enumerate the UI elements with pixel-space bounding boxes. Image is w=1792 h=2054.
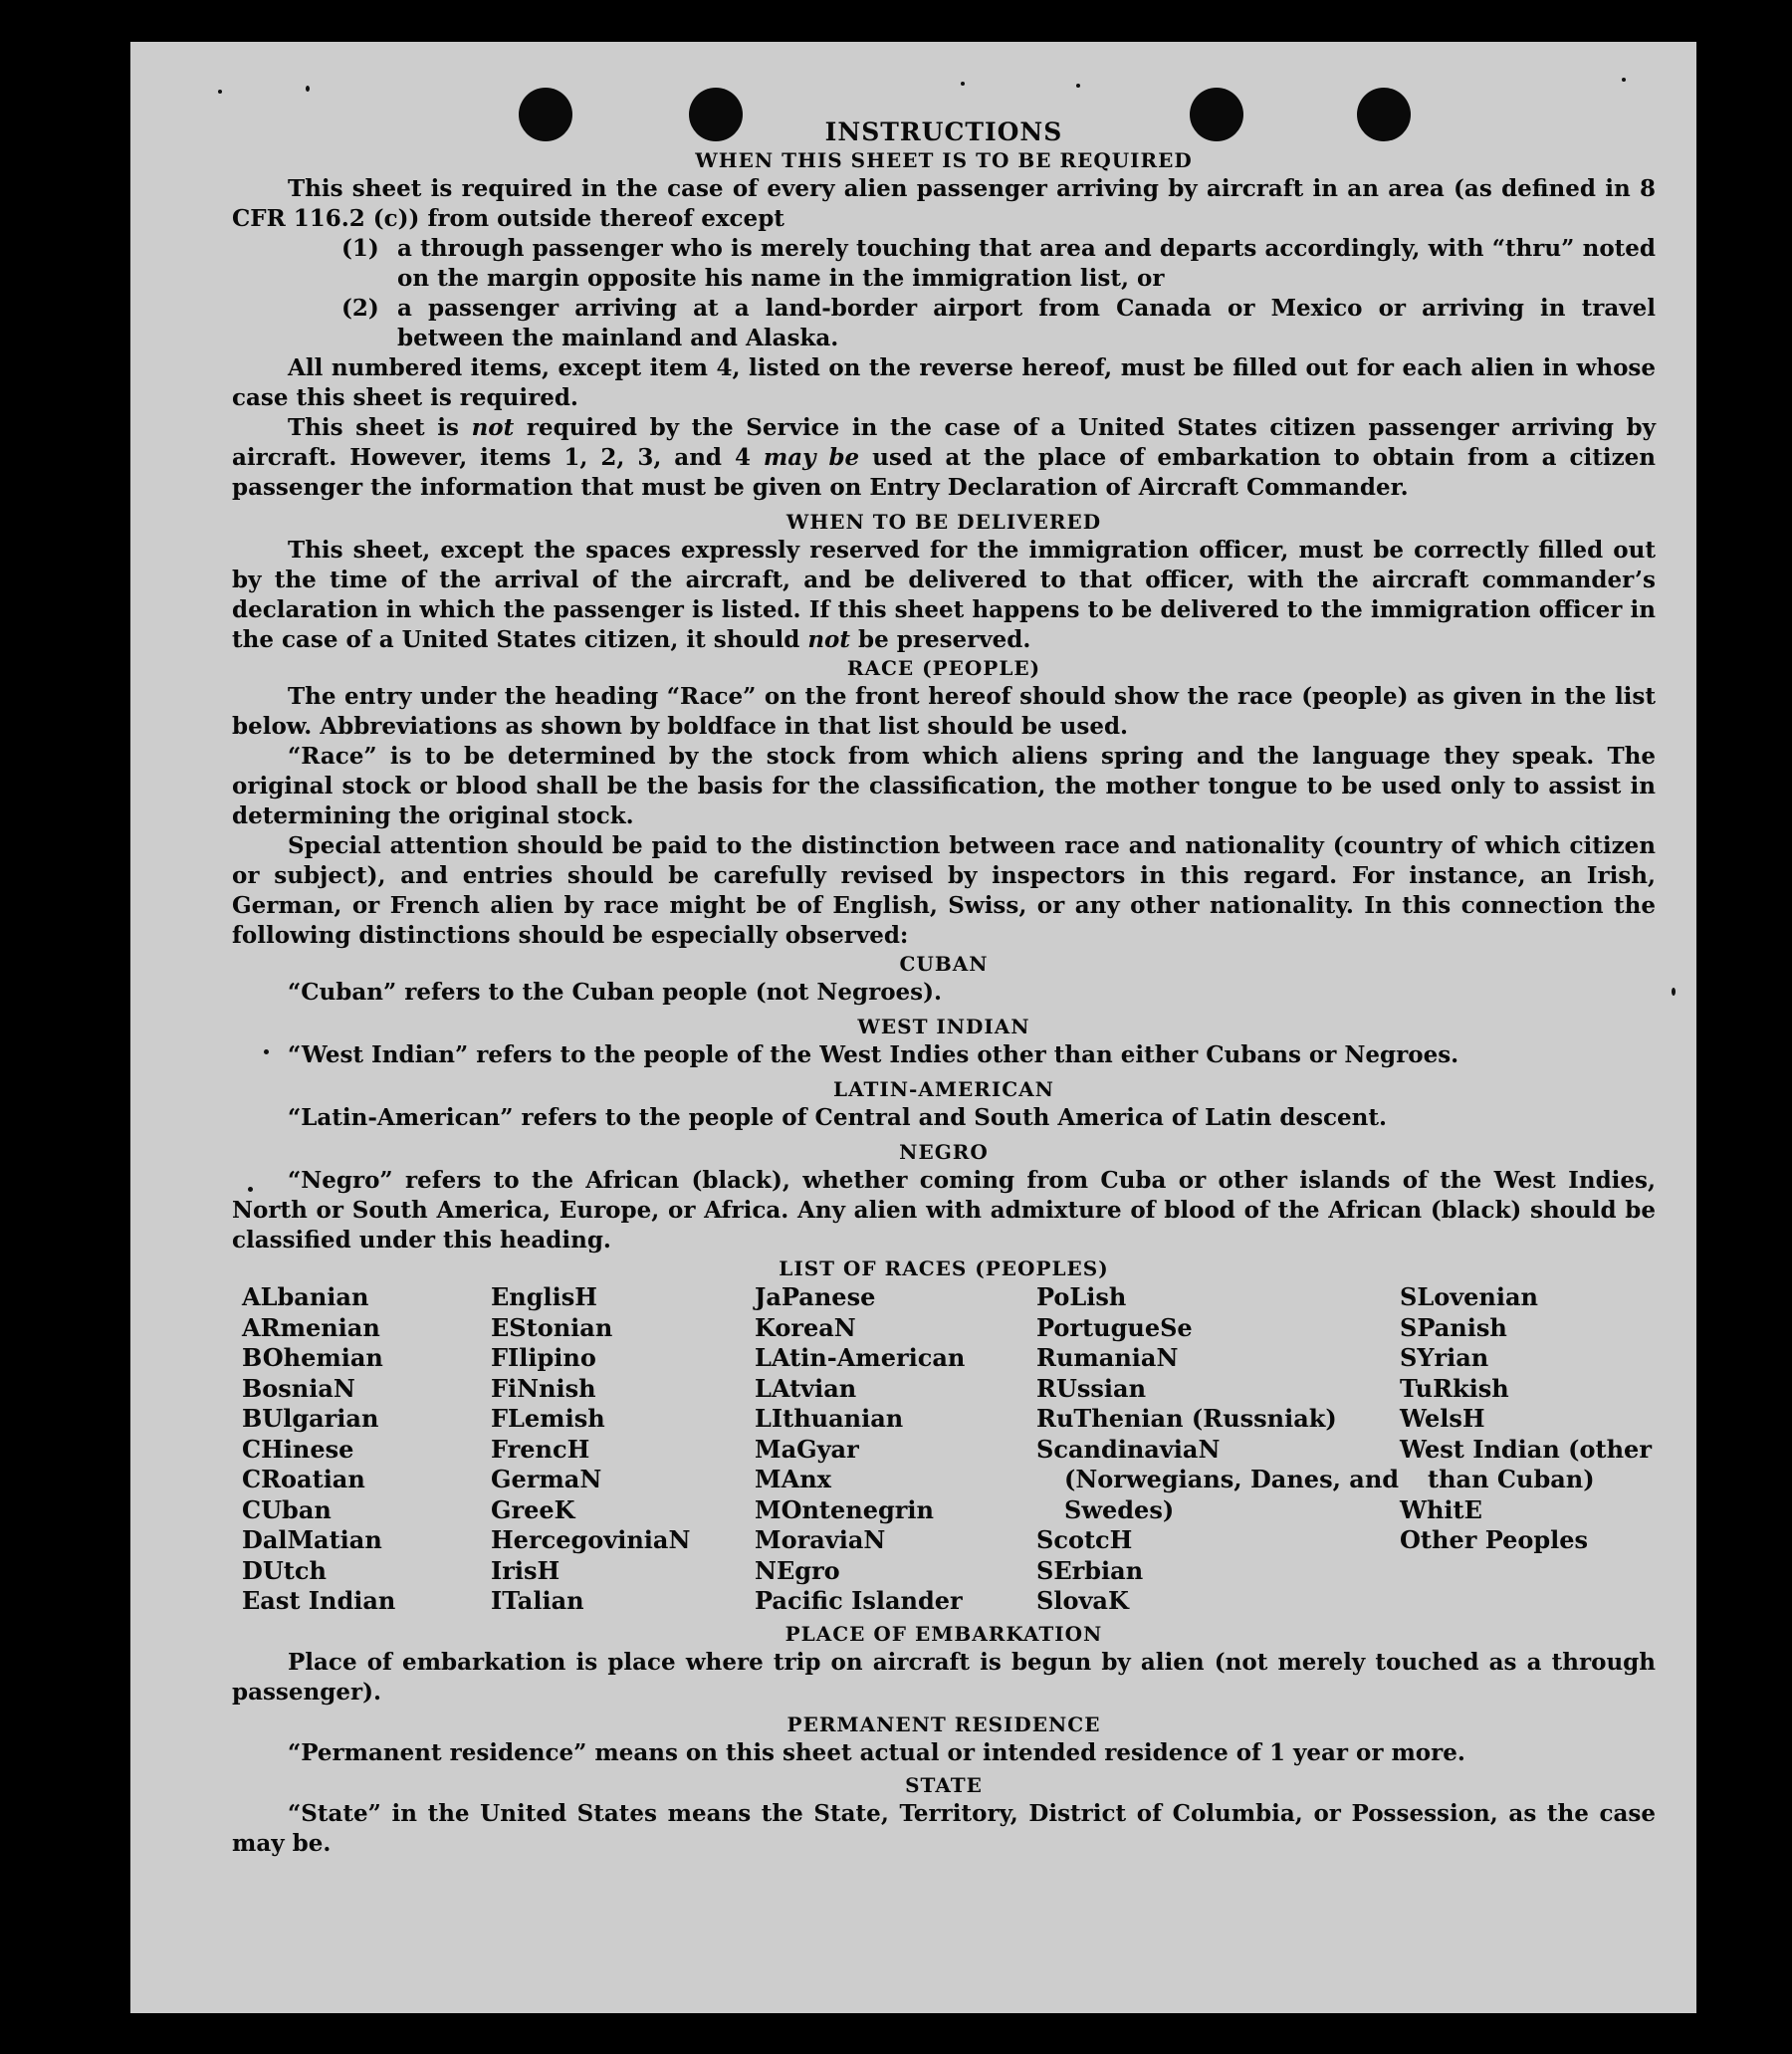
item-text: a passenger arriving at a land-border airport from Canada or Mexico or arriving in travel between the mainland and Alaska.: [397, 295, 1656, 351]
text-run: This sheet is: [288, 414, 472, 441]
race-entry: SErbian: [1036, 1555, 1144, 1585]
race-entry: NEgro: [755, 1555, 840, 1585]
race-entry: KoreaN: [755, 1312, 856, 1342]
race-entry: CUban: [242, 1494, 332, 1524]
race-entry: MAnx: [755, 1465, 831, 1493]
races-column: [242, 1282, 491, 1617]
race-entry: LAtvian: [755, 1373, 857, 1403]
list-item: [341, 294, 1656, 353]
race-entry: West Indian (other than Cuban): [1400, 1434, 1652, 1493]
heading-cuban: CUBAN: [899, 952, 989, 976]
instructions-content: [232, 117, 1656, 1859]
race-entry: BosniaN: [242, 1373, 355, 1403]
text-run: This sheet, except the spaces expressly reserved for the immigration officer, must be correctly filled out by the time of the arrival of the aircraft, and be delivered to that officer, with the aircraft commander’s declaration in which the passenger is listed. If this sheet happens to be delivered to the immigration officer in the case of a United States citizen, it should: [232, 537, 1656, 653]
races-column: [1036, 1282, 1400, 1617]
italic-text: not: [471, 414, 515, 441]
race-entry: SlovaK: [1036, 1586, 1129, 1615]
race-entry: MOntenegrin: [755, 1494, 934, 1524]
races-list: [242, 1282, 1656, 1617]
speck: [218, 90, 222, 94]
race-entry: RUssian: [1036, 1373, 1147, 1403]
heading-when-delivered: WHEN TO BE DELIVERED: [785, 510, 1102, 534]
speck: [1622, 78, 1626, 82]
race-entry: FLemish: [491, 1404, 605, 1433]
speck: [961, 82, 965, 86]
paragraph: “Cuban” refers to the Cuban people (not Negroes).: [288, 979, 943, 1006]
race-entry: ScotcH: [1036, 1525, 1133, 1554]
heading-permanent-residence: PERMANENT RESIDENCE: [786, 1712, 1101, 1736]
italic-text: may be: [763, 444, 860, 471]
paragraph: “Latin-American” refers to the people of Central and South America of Latin descent.: [288, 1104, 1387, 1131]
paragraph: Special attention should be paid to the distinction between race and nationality (country of which citizen or subject), and entries should be carefully revised by inspectors in this regard. For instance, an Irish, German, or French alien by race might be of English, Swiss, or any other nationality. In this connection the following distinctions should be especially observed:: [232, 832, 1656, 949]
race-entry: RuThenian (Russniak): [1036, 1404, 1337, 1433]
race-entry: East Indian: [242, 1586, 396, 1615]
paragraph: “West Indian” refers to the people of the West Indies other than either Cubans or Negroes.: [288, 1041, 1459, 1068]
speck: [306, 86, 310, 92]
speck: [1672, 988, 1676, 996]
race-entry: Pacific Islander: [755, 1586, 963, 1615]
race-entry: SPanish: [1400, 1312, 1507, 1342]
race-entry: ScandinaviaN (Norwegians, Danes, and Swedes): [1036, 1434, 1400, 1524]
item-number: (1): [341, 235, 379, 262]
heading-race: RACE (PEOPLE): [846, 656, 1041, 680]
race-entry: LIthuanian: [755, 1404, 904, 1433]
text-run: required by the Service in the case of a United States citizen passenger arriving by aircraft. However, items 1, 2, 3, and 4: [232, 414, 1656, 471]
race-entry: PoLish: [1036, 1282, 1127, 1311]
page-title: INSTRUCTIONS: [824, 117, 1063, 146]
heading-when-required: WHEN THIS SHEET IS TO BE REQUIRED: [695, 148, 1193, 172]
heading-west-indian: WEST INDIAN: [857, 1015, 1030, 1038]
paragraph: The entry under the heading “Race” on the front hereof should show the race (people) as given in the list below. Abbreviations as shown by boldface in that list should be used.: [232, 683, 1656, 740]
paragraph: “Race” is to be determined by the stock from which aliens spring and the language they speak. The original stock or blood shall be the basis for the classification, the mother tongue to be used only to assist in determining the original stock.: [232, 743, 1656, 829]
race-entry: ARmenian: [242, 1312, 380, 1342]
race-entry: MoraviaN: [755, 1525, 886, 1554]
item-number: (2): [341, 295, 379, 322]
heading-state: STATE: [905, 1772, 983, 1797]
race-entry: JaPanese: [755, 1282, 876, 1311]
race-entry: BUlgarian: [242, 1404, 379, 1433]
races-column: [755, 1282, 1036, 1617]
race-entry: GermaN: [491, 1465, 602, 1493]
heading-latin-american: LATIN-AMERICAN: [833, 1077, 1054, 1101]
paragraph: [232, 536, 1656, 655]
race-entry: IrisH: [491, 1555, 560, 1585]
heading-negro: NEGRO: [899, 1140, 989, 1164]
paragraph: “Permanent residence” means on this sheet actual or intended residence of 1 year or more.: [288, 1738, 1465, 1766]
races-column: [491, 1282, 755, 1617]
races-column: [1400, 1282, 1659, 1617]
race-entry: DalMatian: [242, 1525, 382, 1554]
race-entry: RumaniaN: [1036, 1343, 1179, 1372]
item-text: a through passenger who is merely touching that area and departs accordingly, with “thru” noted on the margin opposite his name in the immigration list, or: [397, 235, 1656, 292]
document-page: [130, 42, 1696, 2013]
race-entry: CRoatian: [242, 1465, 365, 1493]
race-entry: EnglisH: [491, 1282, 597, 1311]
paragraph: This sheet is required in the case of every alien passenger arriving by aircraft in an area (as defined in 8 CFR 116.2 (c)) from outside thereof except: [232, 175, 1656, 232]
race-entry: FIlipino: [491, 1343, 596, 1372]
race-entry: PortugueSe: [1036, 1312, 1193, 1342]
race-entry: MaGyar: [755, 1434, 859, 1464]
race-entry: ALbanian: [242, 1282, 369, 1311]
heading-embarkation: PLACE OF EMBARKATION: [784, 1621, 1103, 1646]
race-entry: GreeK: [491, 1494, 575, 1524]
paragraph: [232, 413, 1656, 503]
race-entry: DUtch: [242, 1555, 327, 1585]
race-entry: FiNnish: [491, 1373, 596, 1403]
italic-text: not: [807, 626, 851, 653]
speck: [1076, 84, 1080, 88]
race-entry: SYrian: [1400, 1343, 1489, 1372]
race-entry: LAtin-American: [755, 1343, 966, 1372]
paragraph: All numbered items, except item 4, listed on the reverse hereof, must be filled out for each alien in whose case this sheet is required.: [232, 354, 1656, 411]
race-entry: TuRkish: [1400, 1373, 1509, 1403]
paragraph: Place of embarkation is place where trip on aircraft is begun by alien (not merely touched as a through passenger).: [232, 1648, 1656, 1706]
race-entry: Other Peoples: [1400, 1525, 1589, 1554]
race-entry: WelsH: [1400, 1404, 1485, 1433]
text-run: be preserved.: [850, 626, 1031, 653]
race-entry: SLovenian: [1400, 1282, 1538, 1311]
list-item: [341, 234, 1656, 294]
paragraph: “Negro” refers to the African (black), whether coming from Cuba or other islands of the West Indies, North or South America, Europe, or Africa. Any alien with admixture of blood of the African (black) should be classified under this heading.: [232, 1167, 1656, 1254]
race-entry: WhitE: [1400, 1494, 1482, 1524]
text-run: used at the place of embarkation to obtain from a citizen passenger the information that must be given on Entry Declaration of Aircraft Commander.: [232, 444, 1657, 501]
race-entry: CHinese: [242, 1434, 354, 1464]
race-entry: HercegoviniaN: [491, 1525, 691, 1554]
race-entry: EStonian: [491, 1312, 613, 1342]
heading-list-of-races: LIST OF RACES (PEOPLES): [779, 1256, 1109, 1280]
race-entry: FrencH: [491, 1434, 590, 1464]
paragraph: “State” in the United States means the State, Territory, District of Columbia, or Possession, as the case may be.: [232, 1799, 1656, 1857]
race-entry: ITalian: [491, 1586, 584, 1615]
race-entry: BOhemian: [242, 1343, 383, 1372]
